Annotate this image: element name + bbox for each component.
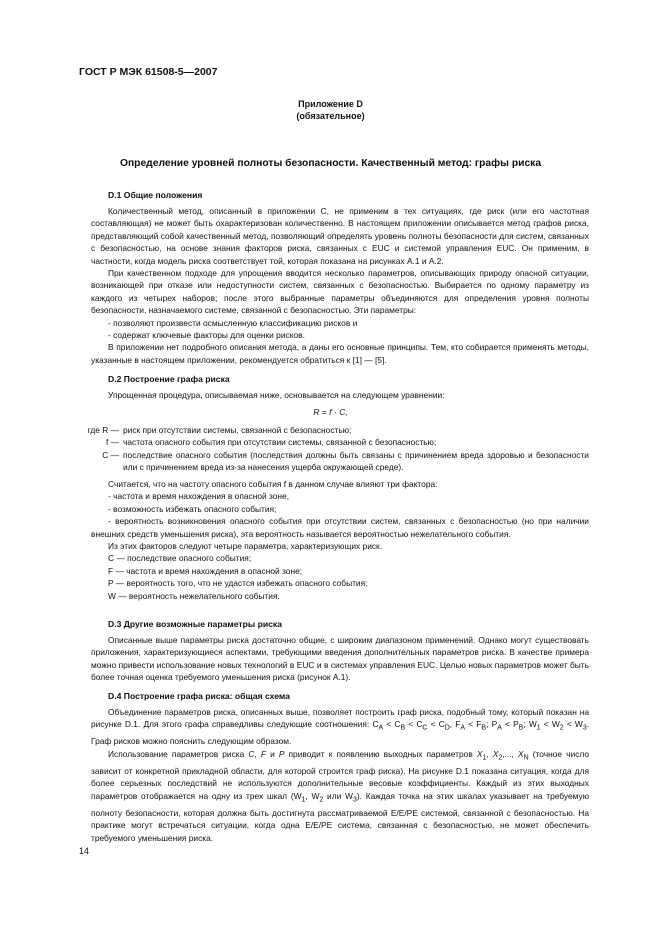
paragraph-text: Упрощенная процедура, описываемая ниже, основывается на следующем уравнении:: [108, 390, 445, 400]
paragraph: При качественном подходе для упрощения вводится несколько параметров, описывающих природу опасной ситуации, возникающей при отказе или недоступности систем, связанных с безопасностью. Выбирается по одному параметру из каждого из четырех наборов; после этого выбранные параметры объединяются для определения уровня полноты безопасности, назначаемого системе, связанной с безопасностью. Эти параметры:: [91, 268, 589, 316]
page-number: 14: [79, 846, 90, 856]
definition-text: последствие опасного события (последствия должны быть связаны с причинением вреда здоровью и безопасности или с причинением вреда из-за нанесения ущерба окружающей среде).: [123, 449, 589, 473]
appendix-label: Приложение D: [298, 99, 363, 109]
list-item: - частота и время нахождения в опасной зоне,: [108, 491, 290, 502]
parameter-item: P — вероятность того, что не удастся избежать опасного события;: [108, 578, 368, 589]
parameter-item: W — вероятность нежелательного события.: [108, 590, 280, 601]
list-item: - позволяют произвести осмысленную классификацию рисков и: [108, 317, 358, 328]
text-run: Использование параметров риска: [108, 748, 249, 759]
document-header: ГОСТ Р МЭК 61508-5—2007: [79, 66, 218, 78]
text-run: ). Каждая точка на этих шкалах указывает на требуемую полноту безопасности, которая должна быть достигнута рассматриваемой Е/Е/РЕ системой, связанной с безопасностью. На практике могут встречаться ситуации, когда одна Е/Е/РЕ система, связанная с безопасностью, не может обеспечить требуемого уменьшения риска.: [91, 790, 589, 843]
paragraph: Количественный метод, описанный в приложении С, не применим в тех ситуациях, где риск (или его частотная составляющая) не может быть охарактеризован количественно. В настоящем приложении описывается метод графов риска, представляющий собой качественный метод, позволяющий определять уровень полноты безопасности для систем, связанных с безопасностью, на основе знания факторов риска, связанных с EUC и системой управления EUC. Он применим, в частности, когда модель риска соответствует той, которая показана на рисунках А.1 и А.2.: [91, 206, 589, 266]
parameter-item: C — последствие опасного события;: [108, 553, 252, 564]
appendix-title: Определение уровней полноты безопасности. Качественный метод: графы риска: [119, 158, 542, 169]
paragraph: Использование параметров риска C, F и P приводит к появлению выходных параметров $X_1$, $X_2$,..., $X_N$ (точное число зависит от конкретной прикладной области, для которой строится граф риска). На рисунке D.1 показана ситуация, когда для более серьезных последствий не используются дополнительные весовые коэффициенты. Каждый из этих выходных параметров отображается на одну из трех шкал ($W_1$, $W_2$ или $W_3$). Каждая точка на этих шкалах указывает на требуемую полноту безопасности, которая должна быть достигнута рассматриваемой Е/Е/РЕ системой, связанной с безопасностью. На практике могут встречаться ситуации, когда одна Е/Е/РЕ система, связанная с безопасностью, не может обеспечить требуемого уменьшения риска.: [91, 748, 589, 843]
definition-item: [79, 424, 589, 436]
paragraph: Считается, что на частоту опасного события f в данном случае влияют три фактора:: [108, 479, 438, 489]
definition-list: [79, 424, 589, 474]
definition-symbol: f —: [105, 437, 119, 448]
section-heading-d1: D.1 Общие положения: [108, 190, 203, 200]
section-heading-d4: D.4 Построение графа риска: общая схема: [108, 691, 290, 701]
paragraph: Описанные выше параметры риска достаточно общие, с широким диапазоном применений. Однако могут существовать приложения, характеризующиеся аспектами, требующими введения дополнительных параметров риска. В качестве примера можно привести использование новых технологий в EUC и в системах управления EUC. Целью новых параметров может быть более точная оценка требуемого уменьшения риска (рисунок А.1).: [91, 635, 589, 683]
paragraph: Объединение параметров риска, описанных выше, позволяет построить граф риска, подобный тому, который показан на рисунке D.1. Для этого графа справедливы следующие соотношения: $C_A < C_B < C_C < C_D$, $F_A < F_B$; $P_A < P_B$; $W_1 < W_2 < W_3$. Граф рисков можно пояснить следующим образом.: [91, 707, 590, 747]
text-run: (точное число зависит от конкретной прикладной области, для которой строится граф риска). На рисунке D.1 показана ситуация, когда для более серьезных последствий не используются дополнительные весовые коэффициенты. Каждый из этих выходных параметров отображается на одну из трех шкал (W: [91, 748, 589, 801]
definition-text: частота опасного события при отсутствии системы, связанной с безопасностью;: [123, 437, 437, 448]
section-d4-body: [91, 706, 589, 844]
section-d2-body: [91, 478, 589, 602]
text-run: Объединение параметров риска, описанных выше, позволяет построить граф риска, подобный тому, который показан на рисунке D.1. Для этого графа справедливы следующие соотношения: C: [91, 707, 589, 730]
section-d3-body: [91, 634, 589, 684]
appendix-status: (обязательное): [296, 111, 365, 121]
paragraph: В приложении нет подробного описания метода, а даны его основные принципы. Тем, кто собирается применять методы, указанные в настоящем приложении, рекомендуется обратиться к [1] — [5].: [91, 342, 589, 365]
definition-symbol: C —: [102, 449, 119, 460]
list-item: - содержат ключевые факторы для оценки рисков.: [108, 330, 305, 341]
section-d1-body: [91, 205, 589, 366]
section-heading-d2: D.2 Построение графа риска: [108, 374, 230, 384]
section-heading-d3: D.3 Другие возможные параметры риска: [108, 619, 282, 629]
definition-item: [79, 436, 589, 448]
paragraph: Из этих факторов следуют четыре параметра, характеризующих риск.: [108, 541, 383, 552]
definition-symbol: где R —: [87, 425, 119, 435]
parameter-item: F — частота и время нахождения в опасной зоне;: [108, 565, 303, 576]
definition-text: риск при отсутствии системы, связанной с безопасностью;: [123, 425, 352, 435]
text-run: приводит к появлению выходных параметров: [284, 748, 477, 759]
list-item: - вероятность возникновения опасного события при отсутствии систем, связанных с безопасностью (но при наличии внешних средств уменьшения риска), эта вероятность называется вероятностью нежелательного события.: [91, 516, 589, 539]
text-run: . Граф рисков можно пояснить следующим образом.: [91, 719, 590, 747]
definition-item: [79, 449, 589, 474]
equation-text: R = f · C,: [313, 407, 348, 417]
risk-equation: [0, 406, 661, 418]
paragraph: [91, 389, 589, 401]
list-item: - возможность избежать опасного события;: [108, 503, 277, 514]
